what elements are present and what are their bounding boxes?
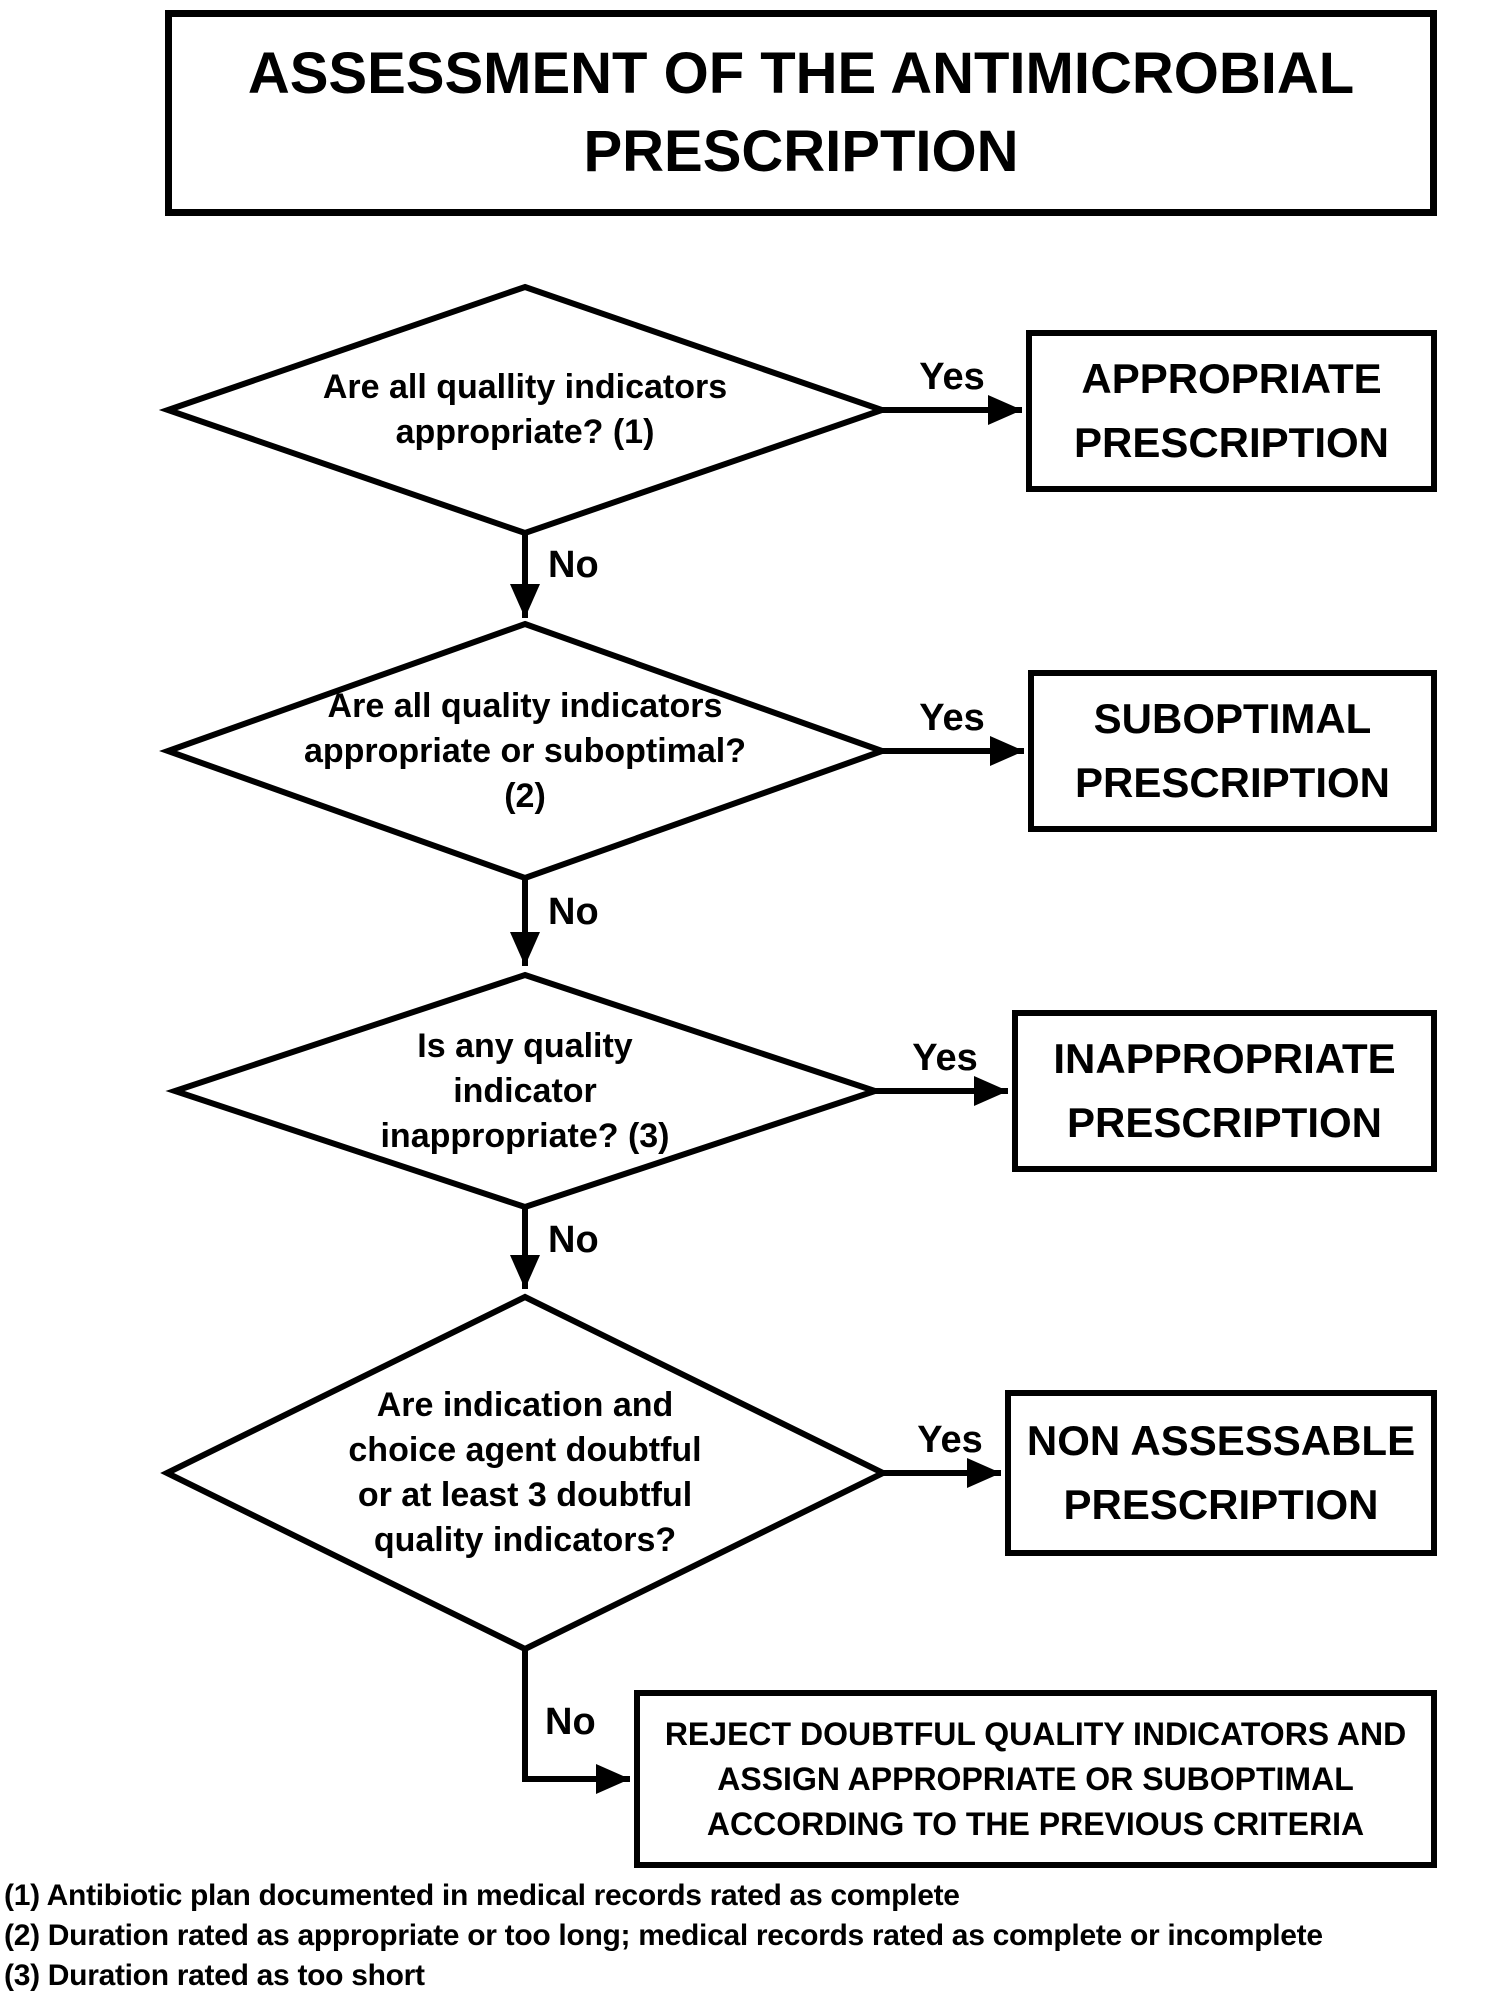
outcome-inappropriate-prescription	[1012, 1010, 1437, 1172]
question-line: inappropriate? (3)	[380, 1117, 670, 1155]
decision-2-question	[225, 684, 825, 819]
no-label-4: No	[545, 1701, 596, 1743]
footnote-2: (2) Duration rated as appropriate or too long; medical records rated as complete or incomplete	[4, 1919, 1323, 1952]
outcome-line: REJECT DOUBTFUL QUALITY INDICATORS AND	[664, 1715, 1407, 1752]
no-label-3: No	[548, 1219, 599, 1261]
question-line: (2)	[504, 777, 546, 815]
outcome-suboptimal-prescription	[1028, 670, 1437, 832]
no-label-2: No	[548, 891, 599, 933]
decision-3-question	[225, 1024, 825, 1159]
outcome-line: PRESCRIPTION	[1073, 419, 1390, 466]
footnote-1: (1) Antibiotic plan documented in medical records rated as complete	[4, 1879, 960, 1912]
yes-label-1: Yes	[919, 356, 985, 398]
yes-label-4: Yes	[917, 1419, 983, 1461]
decision-1-question	[225, 365, 825, 455]
question-line: appropriate or suboptimal?	[303, 732, 747, 770]
question-line: quality indicators?	[373, 1521, 677, 1559]
outcome-line: PRESCRIPTION	[1063, 1481, 1379, 1528]
question-line: Are indication and	[376, 1386, 674, 1424]
outcome-reject-doubtful-indicators	[634, 1690, 1437, 1868]
title-box	[165, 10, 1437, 216]
outcome-line: ACCORDING TO THE PREVIOUS CRITERIA	[706, 1805, 1365, 1842]
yes-label-2: Yes	[919, 697, 985, 739]
no-label-1: No	[548, 544, 599, 586]
outcome-appropriate-prescription	[1026, 330, 1437, 492]
question-line: indicator	[453, 1072, 597, 1110]
title-line-2: PRESCRIPTION	[583, 119, 1019, 184]
outcome-line: ASSIGN APPROPRIATE OR SUBOPTIMAL	[717, 1760, 1354, 1797]
question-line: or at least 3 doubtful	[357, 1476, 693, 1514]
question-line: choice agent doubtful	[348, 1431, 702, 1469]
title-line-1: ASSESSMENT OF THE ANTIMICROBIAL	[247, 41, 1355, 106]
outcome-line: APPROPRIATE	[1081, 355, 1382, 402]
outcome-line: INAPPROPRIATE	[1053, 1035, 1396, 1082]
footnote-3: (3) Duration rated as too short	[4, 1959, 425, 1992]
footnotes	[4, 1876, 1508, 1996]
yes-label-3: Yes	[912, 1037, 978, 1079]
outcome-line: PRESCRIPTION	[1066, 1099, 1383, 1146]
outcome-line: NON ASSESSABLE	[1026, 1417, 1416, 1464]
question-line: Is any quality	[417, 1027, 633, 1065]
decision-4-question	[225, 1383, 825, 1563]
outcome-non-assessable-prescription	[1005, 1390, 1437, 1556]
question-line: Are all quality indicators	[327, 687, 723, 725]
outcome-line: SUBOPTIMAL	[1093, 695, 1372, 742]
question-line: Are all quallity indicators	[322, 368, 728, 406]
question-line: appropriate? (1)	[395, 413, 655, 451]
outcome-line: PRESCRIPTION	[1074, 759, 1391, 806]
